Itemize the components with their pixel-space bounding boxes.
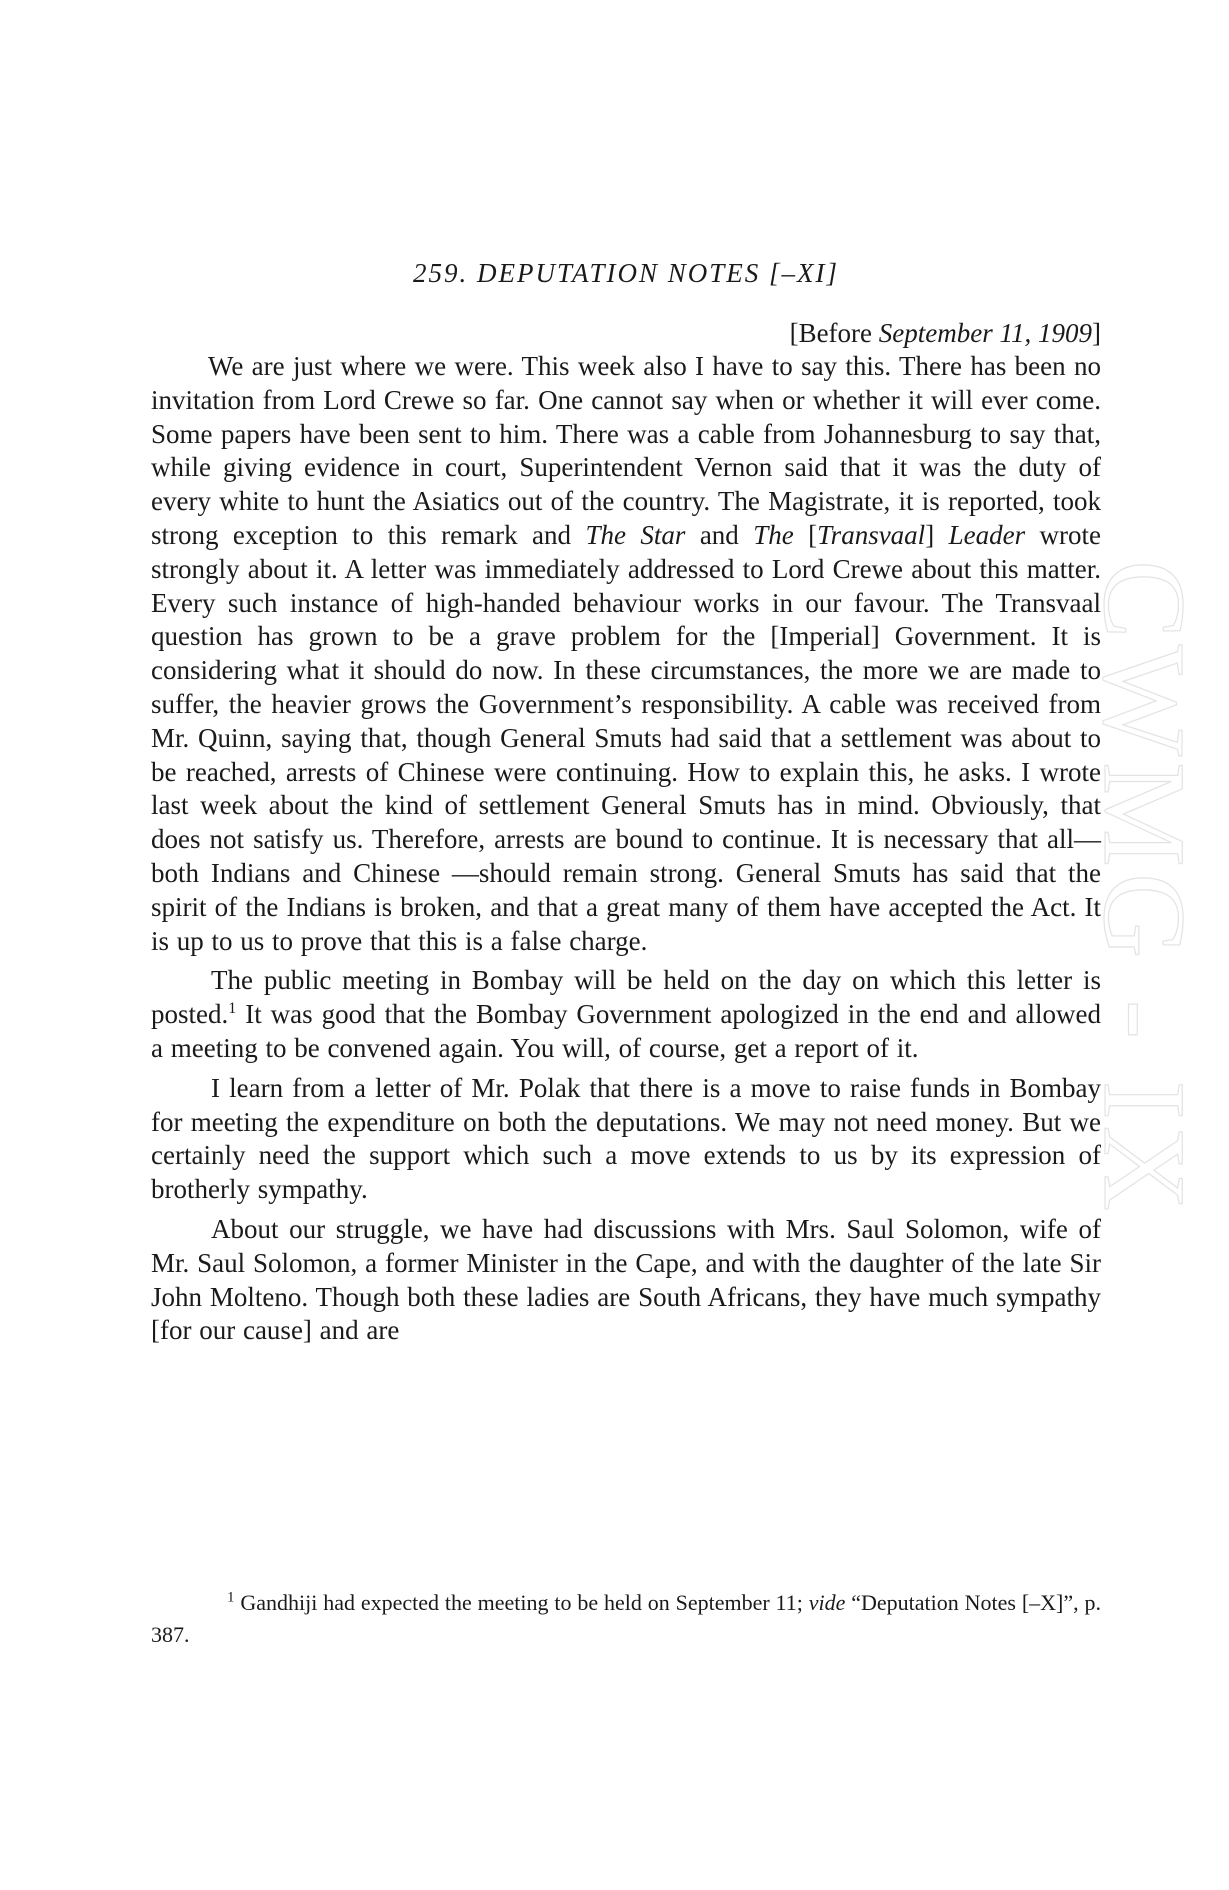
footnote-text-a: Gandhiji had expected the meeting to be held on September 11; bbox=[234, 1590, 809, 1615]
article-title: DEPUTATION NOTES [–XI] bbox=[476, 258, 839, 288]
watermark: CWMG - IX bbox=[1079, 560, 1210, 1218]
paragraph-1-text-b: and bbox=[685, 519, 754, 550]
article-heading bbox=[151, 254, 1101, 292]
dateline-suffix: ] bbox=[1092, 318, 1101, 348]
paragraph-1-text-c: [ bbox=[793, 519, 818, 550]
document-page bbox=[151, 254, 1101, 1354]
paragraph-1-text-d: ] bbox=[925, 519, 949, 550]
newspaper-leader-article: The bbox=[753, 519, 794, 550]
dateline-prefix: [Before bbox=[789, 318, 879, 348]
paragraph-3: I learn from a letter of Mr. Polak that there is a move to raise funds in Bombay for meeting the expenditure on both the deputations. We may not need money. But we certainly need the support which such a move extends to us by its expression of brotherly sympathy. bbox=[151, 1072, 1101, 1205]
paragraph-1-text-a: We are just where we were. This week also I have to say this. There has been no invitation from Lord Crewe so far. One cannot say when or whether it will ever come. Some papers have been sent to him. There was a cable from Johannesburg to say that, while giving evidence in court, Superintendent Vernon said that it was the duty of every white to hunt the Asiatics out of the country. The Magistrate, it is reported, took strong exception to this remark and bbox=[151, 351, 1101, 550]
paragraph-2-text-a: The public meeting in Bombay will be held on the day on which this letter is posted. bbox=[151, 965, 1101, 1030]
paragraph-2-text-b: It was good that the Bombay Government apologized in the end and allowed a meeting to be convened again. You will, of course, get a report of it. bbox=[151, 999, 1101, 1063]
paragraph-2 bbox=[151, 964, 1101, 1065]
dateline bbox=[151, 316, 1101, 350]
footnote-1 bbox=[151, 1587, 1101, 1651]
newspaper-leader-transvaal: Transvaal bbox=[817, 519, 926, 550]
footnote-text-b: “Deputation Notes [–X]”, p. 387. bbox=[151, 1590, 1101, 1647]
footnote-mark: 1 bbox=[227, 1589, 235, 1606]
paragraph-1-text-e: wrote strongly about it. A letter was immediately addressed to Lord Crewe about this matter. Every such instance of high-handed behaviour works in our favour. The Transvaal question has grown to be a grave problem for the [Imperial] Government. It is considering what it should do now. In these circumstances, the more we are made to suffer, the heavier grows the Government’s responsibility. A cable was received from Mr. Quinn, saying that, though General Smuts had said that a settlement was about to be reached, arrests of Chinese were continuing. How to explain this, he asks. I wrote last week about the kind of settlement General Smuts has in mind. Obviously, that does not satisfy us. Therefore, arrests are bound to continue. It is necessary that all—both Indians and Chinese —should remain strong. General Smuts has said that the spirit of the Indians is broken, and that a great many of them have accepted the Act. It is up to us to prove that this is a false charge. bbox=[151, 519, 1102, 956]
dateline-date: September 11, 1909 bbox=[878, 318, 1092, 348]
newspaper-leader-name: Leader bbox=[948, 519, 1026, 550]
paragraph-1 bbox=[151, 350, 1101, 958]
newspaper-the-star: The Star bbox=[585, 519, 686, 550]
paragraph-4: About our struggle, we have had discussions with Mrs. Saul Solomon, wife of Mr. Saul Solomon, a former Minister in the Cape, and with the daughter of the late Sir John Molteno. Though both these ladies are South Africans, they have much sympathy [for our cause] and are bbox=[151, 1213, 1101, 1346]
footnote-ref-1: 1 bbox=[228, 1000, 237, 1018]
article-number: 259. bbox=[412, 258, 469, 288]
footnote-vide: vide bbox=[808, 1590, 846, 1615]
